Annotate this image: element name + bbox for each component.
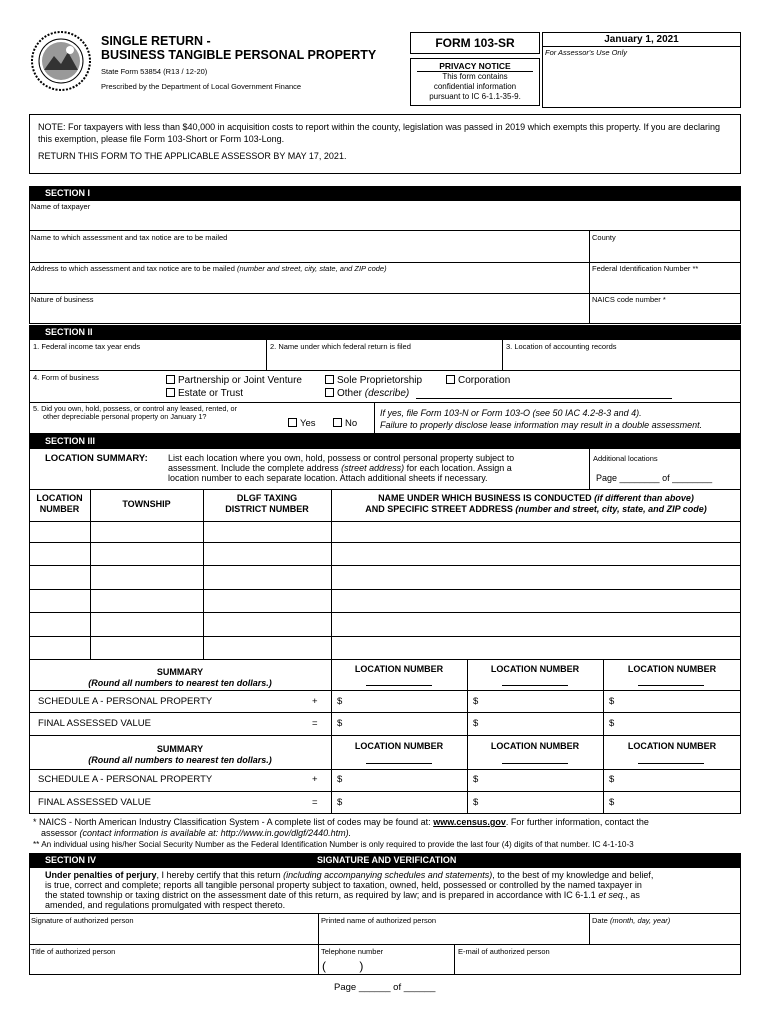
tax-year-field[interactable] <box>30 353 265 369</box>
opt-estate[interactable]: Estate or Trust <box>166 388 243 399</box>
state-form-number: State Form 53854 (R13 / 12-20) <box>101 67 208 76</box>
date-label: Date (month, day, year) <box>592 916 671 925</box>
section-1-header: SECTION I <box>29 186 741 200</box>
federal-return-name-field[interactable] <box>267 353 501 369</box>
dollar-4c[interactable]: $ <box>609 797 615 808</box>
sole-checkbox[interactable] <box>325 375 334 384</box>
note-text: NOTE: For taxpayers with less than $40,000 in acquisition costs to report within the county, legislation was passed in 2019 which exempts this property. If you are declaring this exemption, please file Form 103-Short or Form 103-Long. <box>38 122 721 144</box>
q5-yes[interactable]: Yes <box>288 418 316 429</box>
q5-label: 5. Did you own, hold, possess, or control any leased, rented, or other depreciable personal property on January 1? <box>33 404 238 422</box>
partnership-checkbox[interactable] <box>166 375 175 384</box>
page-footer: Page ______ of ______ <box>334 982 436 993</box>
dollar-3a[interactable]: $ <box>337 774 343 785</box>
county-field[interactable] <box>590 244 740 261</box>
other-describe-field[interactable] <box>416 398 672 399</box>
section-4-header: SECTION IV SIGNATURE AND VERIFICATION <box>29 853 741 867</box>
dollar-4a[interactable]: $ <box>337 797 343 808</box>
location-summary-text: List each location where you own, hold, possess or control personal property subject to assessment. Include the complete address (street address) for each location. Assign a location number to each separate location. Attach additional sheets if necessary. <box>168 453 515 483</box>
equals-sign-2: = <box>312 797 318 808</box>
naics-label: NAICS code number * <box>592 295 666 304</box>
q4-label: 4. Form of business <box>33 373 99 382</box>
email-field[interactable] <box>455 958 740 974</box>
summary-1-title: SUMMARY (Round all numbers to nearest ten dollars.) <box>88 667 272 688</box>
yes-checkbox[interactable] <box>288 418 297 427</box>
note-box <box>29 114 741 174</box>
q5-no[interactable]: No <box>333 418 357 429</box>
summary-1-loc-2-field[interactable] <box>502 685 568 686</box>
phone-label: Telephone number <box>321 947 384 956</box>
state-seal <box>30 30 92 92</box>
privacy-text-3: pursuant to IC 6-1.1-35-9. <box>429 92 521 101</box>
nature-label: Nature of business <box>31 295 94 304</box>
date-field[interactable] <box>590 927 740 943</box>
signature-label: Signature of authorized person <box>31 916 134 925</box>
assessor-use-label: For Assessor's Use Only <box>545 48 628 57</box>
dollar-2b[interactable]: $ <box>473 718 479 729</box>
assessor-box <box>542 32 741 108</box>
summary-1-loc-2: LOCATION NUMBER <box>490 664 580 674</box>
q1-label: 1. Federal income tax year ends <box>33 342 141 351</box>
dollar-1c[interactable]: $ <box>609 696 615 707</box>
dollar-3c[interactable]: $ <box>609 774 615 785</box>
plus-sign-1: + <box>312 696 318 707</box>
summary-1-loc-1-field[interactable] <box>366 685 432 686</box>
col-dlgf: DLGF TAXING DISTRICT NUMBER <box>225 493 309 514</box>
county-label: County <box>592 233 616 242</box>
privacy-text-1: This form contains <box>442 72 508 81</box>
dollar-4b[interactable]: $ <box>473 797 479 808</box>
summary-2-loc-1: LOCATION NUMBER <box>354 741 444 751</box>
location-summary-label: LOCATION SUMMARY: <box>45 453 148 464</box>
form-number: FORM 103-SR <box>435 36 515 50</box>
summary-1-loc-3-field[interactable] <box>638 685 704 686</box>
other-checkbox[interactable] <box>325 388 334 397</box>
dollar-1a[interactable]: $ <box>337 696 343 707</box>
title-label: Title of authorized person <box>31 947 116 956</box>
privacy-title: PRIVACY NOTICE <box>417 59 533 72</box>
opt-corporation[interactable]: Corporation <box>446 375 510 386</box>
corporation-checkbox[interactable] <box>446 375 455 384</box>
perjury-statement: Under penalties of perjury, I hereby certify that this return (including accompanying schedules and statements), to the best of my knowledge and belief, is true, correct and complete; reports all tangible personal property subject to taxation, owned, held, possessed or controlled by the named taxpayer in the stated township or taxing district on the assessment date of this return, as required by law; and is prepared in accordance with IC 6-1.1 et seq., as amended, and regulations promulgated with respect thereto. <box>45 870 654 910</box>
summary-2-loc-3: LOCATION NUMBER <box>627 741 717 751</box>
additional-page-of[interactable]: Page ________ of ________ <box>596 473 713 483</box>
schedule-a-label-2: SCHEDULE A - PERSONAL PROPERTY <box>38 774 213 785</box>
census-link[interactable]: www.census.gov <box>433 817 506 827</box>
naics-footnote: * NAICS - North American Industry Classification System - A complete list of codes may be found at: www.census.gov. For further information, contact the assessor (contact information is available at: http://www.in.gov/dlgf/2440.htm). <box>33 817 649 838</box>
summary-2-loc-2-field[interactable] <box>502 763 568 764</box>
q2-label: 2. Name under which federal return is filed <box>270 342 411 351</box>
q5-note: If yes, file Form 103-N or Form 103-O (see 50 IAC 4.2-8-3 and 4). Failure to properly disclose lease information may result in a double assessment. <box>380 408 703 430</box>
opt-partnership[interactable]: Partnership or Joint Venture <box>166 375 302 386</box>
email-label: E-mail of authorized person <box>458 947 550 956</box>
no-checkbox[interactable] <box>333 418 342 427</box>
privacy-box <box>410 58 540 106</box>
dollar-2a[interactable]: $ <box>337 718 343 729</box>
summary-2-title: SUMMARY (Round all numbers to nearest ten dollars.) <box>88 744 272 765</box>
phone-field[interactable]: ( ) <box>322 959 364 973</box>
naics-field[interactable] <box>590 306 740 323</box>
col-location-number: LOCATION NUMBER <box>36 493 83 514</box>
summary-2-loc-2: LOCATION NUMBER <box>490 741 580 751</box>
nature-field[interactable] <box>30 306 588 323</box>
taxpayer-name-field[interactable] <box>30 212 740 229</box>
taxpayer-name-label: Name of taxpayer <box>31 202 91 211</box>
col-business-name: NAME UNDER WHICH BUSINESS IS CONDUCTED (if different than above) AND SPECIFIC STREET ADDRESS (number and street, city, state, and ZIP code) <box>365 493 707 514</box>
mail-name-field[interactable] <box>30 244 588 261</box>
address-field[interactable] <box>30 275 588 292</box>
schedule-a-label-1: SCHEDULE A - PERSONAL PROPERTY <box>38 696 213 707</box>
section-3-header: SECTION III <box>29 434 741 448</box>
summary-2-loc-3-field[interactable] <box>638 763 704 764</box>
plus-sign-2: + <box>312 774 318 785</box>
privacy-text-2: confidential information <box>433 82 517 91</box>
summary-2-loc-1-field[interactable] <box>366 763 432 764</box>
ssn-footnote: ** An individual using his/her Social Security Number as the Federal Identification Number is only required to provide the last four (4) digits of that number. IC 4-1-10-3 <box>33 840 634 849</box>
final-value-label-2: FINAL ASSESSED VALUE <box>38 797 151 808</box>
accounting-records-field[interactable] <box>503 353 740 369</box>
form-title: SINGLE RETURN - BUSINESS TANGIBLE PERSONAL PROPERTY <box>101 34 377 62</box>
printed-name-label: Printed name of authorized person <box>321 916 437 925</box>
title-field[interactable] <box>30 958 317 974</box>
mail-name-label: Name to which assessment and tax notice are to be mailed <box>31 233 228 242</box>
opt-other[interactable]: Other (describe) <box>325 388 409 399</box>
final-value-label-1: FINAL ASSESSED VALUE <box>38 718 151 729</box>
signature-field[interactable] <box>30 927 317 943</box>
estate-checkbox[interactable] <box>166 388 175 397</box>
opt-sole[interactable]: Sole Proprietorship <box>325 375 422 386</box>
printed-name-field[interactable] <box>319 927 588 943</box>
prescribed-by: Prescribed by the Department of Local Government Finance <box>101 82 302 91</box>
fed-id-label: Federal Identification Number ** <box>592 264 699 273</box>
return-instruction: RETURN THIS FORM TO THE APPLICABLE ASSESSOR BY MAY 17, 2021. <box>38 151 347 161</box>
form-number-box <box>410 32 540 54</box>
col-township: TOWNSHIP <box>122 499 171 509</box>
equals-sign-1: = <box>312 718 318 729</box>
dollar-1b[interactable]: $ <box>473 696 479 707</box>
summary-1-loc-1: LOCATION NUMBER <box>354 664 444 674</box>
q3-label: 3. Location of accounting records <box>506 342 617 351</box>
section-2-header: SECTION II <box>29 325 741 339</box>
dollar-3b[interactable]: $ <box>473 774 479 785</box>
additional-locations-label: Additional locations <box>593 454 658 463</box>
fed-id-field[interactable] <box>590 275 740 292</box>
form-date: January 1, 2021 <box>543 33 740 47</box>
dollar-2c[interactable]: $ <box>609 718 615 729</box>
summary-1-loc-3: LOCATION NUMBER <box>627 664 717 674</box>
address-label: Address to which assessment and tax notice are to be mailed (number and street, city, state, and ZIP code) <box>31 264 387 273</box>
